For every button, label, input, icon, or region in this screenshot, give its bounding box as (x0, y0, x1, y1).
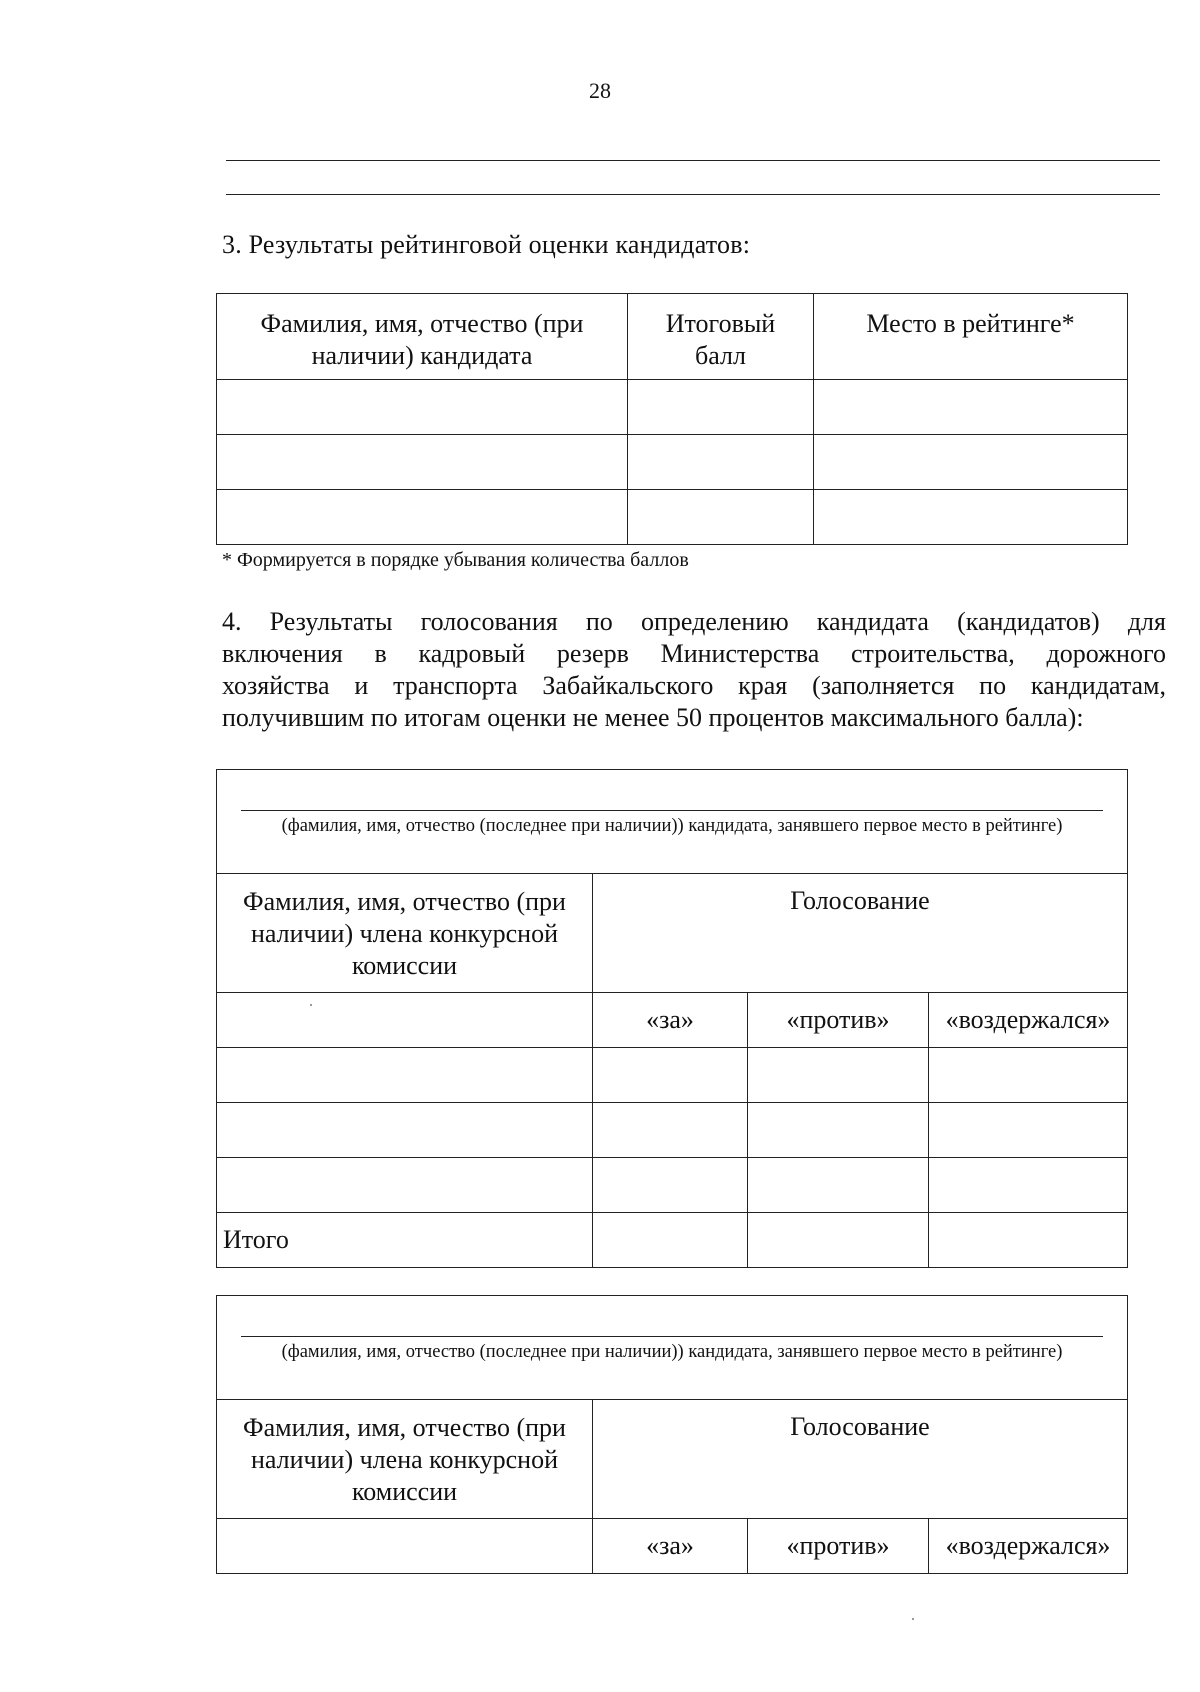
table-cell[interactable] (748, 1213, 929, 1268)
blank-fill-line (226, 160, 1160, 161)
table-row (217, 435, 1128, 490)
blank-fill-line (226, 194, 1160, 195)
scan-speck (310, 1004, 312, 1006)
table-row (217, 490, 1128, 545)
table-cell[interactable] (814, 435, 1128, 490)
voting-table (216, 1295, 1128, 1574)
vote-option-for: «за» (593, 1519, 748, 1574)
candidate-name-field[interactable] (217, 1296, 1128, 1400)
vote-options-row (217, 1519, 1128, 1574)
table-cell[interactable] (628, 435, 814, 490)
vote-option-abstained: «воздержался» (929, 993, 1128, 1048)
vote-option-against: «против» (748, 1519, 929, 1574)
table-cell[interactable] (929, 1213, 1128, 1268)
candidate-row (217, 770, 1128, 874)
candidate-caption: (фамилия, имя, отчество (последнее при наличии)) кандидата, занявшего первое место в рейтинге) (281, 816, 1063, 836)
candidate-row (217, 1296, 1128, 1400)
table-cell[interactable] (217, 993, 593, 1048)
table-cell[interactable] (217, 1048, 593, 1103)
candidate-name-line (241, 810, 1103, 811)
section-4-paragraph (222, 606, 1166, 734)
vote-header-row (217, 874, 1128, 993)
rating-footnote: * Формируется в порядке убывания количества баллов (222, 549, 689, 571)
vote-option-for: «за» (593, 993, 748, 1048)
column-header-voting: Голосование (593, 874, 1128, 993)
table-cell[interactable] (593, 1158, 748, 1213)
column-header-rank: Место в рейтинге* (814, 294, 1128, 380)
table-cell[interactable] (593, 1213, 748, 1268)
vote-option-against: «против» (748, 993, 929, 1048)
table-cell[interactable] (217, 1158, 593, 1213)
total-row (217, 1213, 1128, 1268)
candidate-name-line (241, 1336, 1103, 1337)
table-cell[interactable] (748, 1158, 929, 1213)
table-row (217, 1048, 1128, 1103)
rating-table-header-row (217, 294, 1128, 380)
table-cell[interactable] (217, 1103, 593, 1158)
table-cell[interactable] (217, 1519, 593, 1574)
column-header-candidate-name: Фамилия, имя, отчество (при наличии) кандидата (217, 294, 628, 380)
column-header-total-score: Итоговый балл (628, 294, 814, 380)
voting-table (216, 769, 1128, 1268)
table-cell[interactable] (593, 1048, 748, 1103)
table-cell[interactable] (929, 1048, 1128, 1103)
scan-speck (912, 1618, 914, 1620)
table-cell[interactable] (217, 435, 628, 490)
total-label: Итого (217, 1213, 593, 1268)
table-cell[interactable] (814, 380, 1128, 435)
table-cell[interactable] (593, 1103, 748, 1158)
table-row (217, 380, 1128, 435)
paragraph-line: включения в кадровый резерв Министерства строительства, дорожного (222, 639, 1166, 668)
column-header-voting: Голосование (593, 1400, 1128, 1519)
paragraph-line: получившим по итогам оценки не менее 50 процентов максимального балла): (222, 703, 1084, 732)
page-number: 28 (589, 78, 611, 103)
paragraph-line: хозяйства и транспорта Забайкальского края (заполняется по кандидатам, (222, 671, 1166, 700)
table-cell[interactable] (748, 1103, 929, 1158)
table-cell[interactable] (628, 490, 814, 545)
table-cell[interactable] (217, 490, 628, 545)
table-cell[interactable] (748, 1048, 929, 1103)
table-row (217, 1103, 1128, 1158)
rating-table (216, 293, 1128, 545)
table-cell[interactable] (217, 380, 628, 435)
column-header-commission-member: Фамилия, имя, отчество (при наличии) члена конкурсной комиссии (217, 1400, 593, 1519)
section-3-title: 3. Результаты рейтинговой оценки кандидатов: (222, 230, 751, 259)
table-cell[interactable] (628, 380, 814, 435)
table-cell[interactable] (929, 1158, 1128, 1213)
candidate-name-field[interactable] (217, 770, 1128, 874)
column-header-commission-member: Фамилия, имя, отчество (при наличии) члена конкурсной комиссии (217, 874, 593, 993)
vote-header-row (217, 1400, 1128, 1519)
paragraph-line: 4. Результаты голосования по определению кандидата (кандидатов) для (222, 607, 1166, 636)
candidate-caption: (фамилия, имя, отчество (последнее при наличии)) кандидата, занявшего первое место в рейтинге) (281, 1342, 1063, 1362)
table-cell[interactable] (929, 1103, 1128, 1158)
table-cell[interactable] (814, 490, 1128, 545)
table-row (217, 1158, 1128, 1213)
vote-option-abstained: «воздержался» (929, 1519, 1128, 1574)
vote-options-row (217, 993, 1128, 1048)
